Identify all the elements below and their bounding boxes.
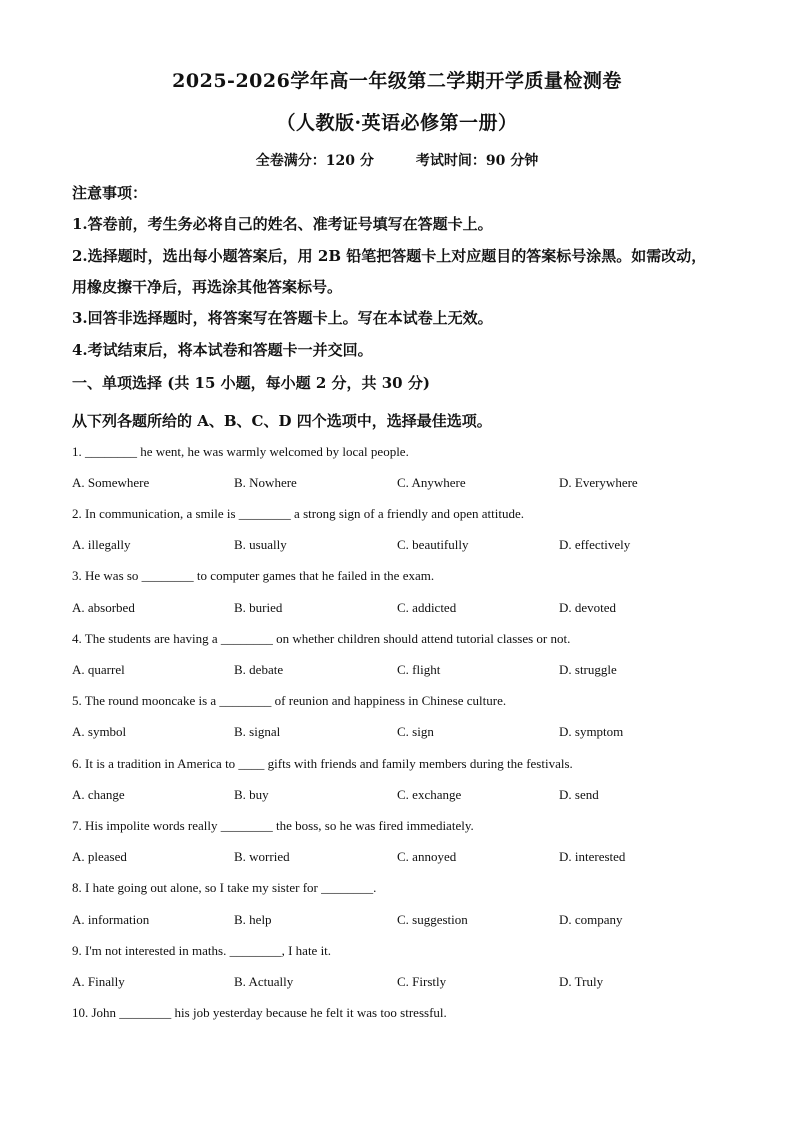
option-d: D. interested <box>559 849 626 864</box>
note-item-2-line-2: 用橡皮擦干净后，再选涂其他答案标号。 <box>72 278 343 296</box>
option-d: D. send <box>559 787 599 802</box>
option-a: A. illegally <box>72 537 131 552</box>
option-b: B. help <box>234 912 272 927</box>
option-b: B. buy <box>234 787 269 802</box>
option-d: D. Everywhere <box>559 475 638 490</box>
question-4-stem: 4. The students are having a ________ on whether children should attend tutorial classes or not. <box>72 631 571 646</box>
exam-time: 考试时间：90 分钟 <box>415 153 539 169</box>
option-d: D. struggle <box>559 662 617 677</box>
option-d: D. effectively <box>559 537 631 552</box>
option-b: B. Nowhere <box>234 475 297 490</box>
question-7-stem: 7. His impolite words really ________ the boss, so he was fired immediately. <box>72 818 474 833</box>
question-1-options <box>72 475 732 493</box>
option-b: B. buried <box>234 600 283 615</box>
exam-title: 2025-2026学年高一年级第二学期开学质量检测卷 <box>172 70 622 92</box>
option-b: B. worried <box>234 849 290 864</box>
question-3-options <box>72 600 732 618</box>
option-c: C. addicted <box>397 600 457 615</box>
question-8-stem: 8. I hate going out alone, so I take my sister for ________. <box>72 880 377 895</box>
question-7-options <box>72 849 732 867</box>
option-c: C. suggestion <box>397 912 468 927</box>
option-d: D. symptom <box>559 724 624 739</box>
question-6-options <box>72 787 732 805</box>
option-c: C. annoyed <box>397 849 457 864</box>
full-score: 全卷满分：120 分 <box>255 153 374 169</box>
option-d: D. company <box>559 912 623 927</box>
exam-meta <box>0 150 794 170</box>
note-item-3: 3.回答非选择题时，将答案写在答题卡上。写在本试卷上无效。 <box>72 309 493 327</box>
option-c: C. Anywhere <box>397 475 466 490</box>
question-9-stem: 9. I'm not interested in maths. ________, I hate it. <box>72 943 332 958</box>
question-5-stem: 5. The round mooncake is a ________ of reunion and happiness in Chinese culture. <box>72 693 507 708</box>
question-2-options <box>72 537 732 555</box>
option-a: A. Finally <box>72 974 125 989</box>
option-c: C. sign <box>397 724 434 739</box>
question-3-stem: 3. He was so ________ to computer games that he failed in the exam. <box>72 568 435 583</box>
option-a: A. Somewhere <box>72 475 150 490</box>
option-c: C. exchange <box>397 787 462 802</box>
section-1-instruction: 从下列各题所给的 A、B、C、D 四个选项中，选择最佳选项。 <box>72 412 492 430</box>
question-8-options <box>72 912 732 930</box>
question-5-options <box>72 724 732 742</box>
option-a: A. absorbed <box>72 600 135 615</box>
option-a: A. change <box>72 787 125 802</box>
option-b: B. Actually <box>234 974 294 989</box>
option-d: D. devoted <box>559 600 617 615</box>
option-b: B. signal <box>234 724 281 739</box>
option-d: D. Truly <box>559 974 604 989</box>
note-item-1: 1.答卷前，考生务必将自己的姓名、准考证号填写在答题卡上。 <box>72 215 493 233</box>
option-a: A. pleased <box>72 849 127 864</box>
option-a: A. information <box>72 912 150 927</box>
option-c: C. Firstly <box>397 974 447 989</box>
notes-heading: 注意事项： <box>72 184 148 202</box>
section-1-heading: 一、单项选择 (共 15 小题，每小题 2 分，共 30 分) <box>72 374 430 392</box>
option-c: C. beautifully <box>397 537 469 552</box>
question-1-stem: 1. ________ he went, he was warmly welcomed by local people. <box>72 444 409 459</box>
option-b: B. debate <box>234 662 284 677</box>
option-c: C. flight <box>397 662 441 677</box>
exam-subtitle: （人教版·英语必修第一册） <box>276 112 518 134</box>
option-b: B. usually <box>234 537 287 552</box>
question-10-stem: 10. John ________ his job yesterday because he felt it was too stressful. <box>72 1005 447 1020</box>
note-item-4: 4.考试结束后，将本试卷和答题卡一并交回。 <box>72 341 373 359</box>
question-9-options <box>72 974 732 992</box>
question-6-stem: 6. It is a tradition in America to ____ gifts with friends and family members during the festivals. <box>72 756 573 771</box>
option-a: A. symbol <box>72 724 127 739</box>
question-4-options <box>72 662 732 680</box>
option-a: A. quarrel <box>72 662 125 677</box>
question-2-stem: 2. In communication, a smile is ________ a strong sign of a friendly and open attitude. <box>72 506 525 521</box>
note-item-2-line-1: 2.选择题时，选出每小题答案后，用 2B 铅笔把答题卡上对应题目的答案标号涂黑。如需改动， <box>72 247 707 265</box>
